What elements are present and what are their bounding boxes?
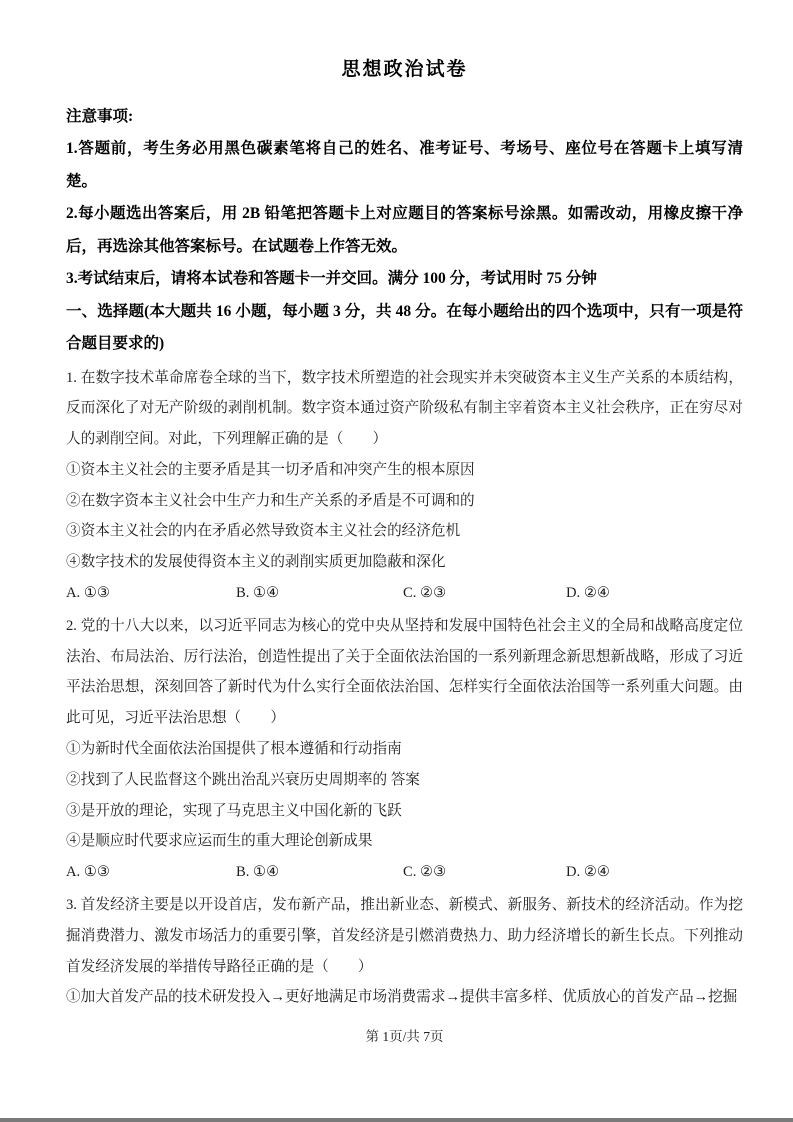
answer-choice-b: B. ①④	[236, 585, 280, 602]
instruction-3: 3.考试结束后，请将本试卷和答题卡一并交回。满分 100 分，考试用时 75 分钟	[66, 270, 597, 287]
question-option-4: ④是顺应时代要求应运而生的重大理论创新成果	[66, 833, 373, 850]
question-option-4: ④数字技术的发展使得资本主义的剥削实质更加隐蔽和深化	[66, 554, 446, 571]
question-option-2: ②在数字资本主义社会中生产力和生产关系的矛盾是不可调和的	[66, 492, 475, 509]
notice-heading: 注意事项:	[66, 108, 134, 125]
question-option-3: ③资本主义社会的内在矛盾必然导致资本主义社会的经济危机	[66, 523, 461, 540]
question-option-1: ①资本主义社会的主要矛盾是其一切矛盾和冲突产生的根本原因	[66, 461, 475, 478]
question-2	[66, 611, 743, 888]
question-option-3: ③是开放的理论，实现了马克思主义中国化新的飞跃	[66, 802, 402, 819]
answer-choice-d: D. ②④	[566, 585, 611, 602]
instruction-2: 2.每小题选出答案后，用 2B 铅笔把答题卡上对应题目的答案标号涂黑。如需改动，用橡皮擦干净后，再选涂其他答案标号。在试题卷上作答无效。	[66, 205, 743, 255]
instruction-1: 1.答题前，考生务必用黑色碳素笔将自己的姓名、准考证号、考场号、座位号在答题卡上填写清楚。	[66, 140, 743, 190]
answer-choices-row	[66, 857, 743, 888]
answer-choice-c: C. ②③	[403, 864, 447, 881]
page-title: 思想政治试卷	[341, 59, 468, 80]
page-number-footer: 第 1页/共 7页	[365, 1029, 444, 1045]
question-stem: 2. 党的十八大以来，以习近平同志为核心的党中央从坚持和发展中国特色社会主义的全局和战略高度定位法治、布局法治、厉行法治，创造性提出了关于全面依法治国的一系列新理念新思想新战略，形成了习近平法治思想，深刻回答了新时代为什么实行全面依法治国、怎样实行全面依法治国等一系列重大问题。由此可见，习近平法治思想（ ）	[66, 617, 743, 727]
answer-choice-a: A. ①③	[66, 864, 111, 881]
section-heading: 一、选择题(本大题共 16 小题，每小题 3 分，共 48 分。在每小题给出的四个选项中，只有一项是符合题目要求的)	[66, 302, 743, 352]
page-bottom-edge	[0, 1118, 793, 1122]
answer-choice-c: C. ②③	[403, 585, 447, 602]
answer-choice-d: D. ②④	[566, 864, 611, 881]
answer-choice-b: B. ①④	[236, 864, 280, 881]
question-stem: 3. 首发经济主要是以开设首店，发布新产品，推出新业态、新模式、新服务、新技术的经济活动。作为挖掘消费潜力、激发市场活力的重要引擎，首发经济是引燃消费热力、助力经济增长的新生长点。下列推动首发经济发展的举措传导路径正确的是（ ）	[66, 897, 743, 975]
question-stem: 1. 在数字技术革命席卷全球的当下，数字技术所塑造的社会现实并未突破资本主义生产关系的本质结构，反而深化了对无产阶级的剥削机制。数字资本通过资产阶级私有制主宰着资本主义社会秩序，正在穷尽对人的剥削空间。对此，下列理解正确的是（ ）	[66, 369, 743, 448]
question-option-1: ①为新时代全面依法治国提供了根本遵循和行动指南	[66, 741, 402, 758]
question-1	[66, 363, 743, 609]
question-3	[66, 890, 743, 1013]
question-option-2: ②找到了人民监督这个跳出治乱兴衰历史周期率的 答案	[66, 771, 420, 788]
question-option-1: ①加大首发产品的技术研发投入→更好地满足市场消费需求→提供丰富多样、优质放心的首发产品→挖掘	[66, 989, 738, 1006]
answer-choices-row	[66, 578, 743, 609]
answer-choice-a: A. ①③	[66, 585, 111, 602]
